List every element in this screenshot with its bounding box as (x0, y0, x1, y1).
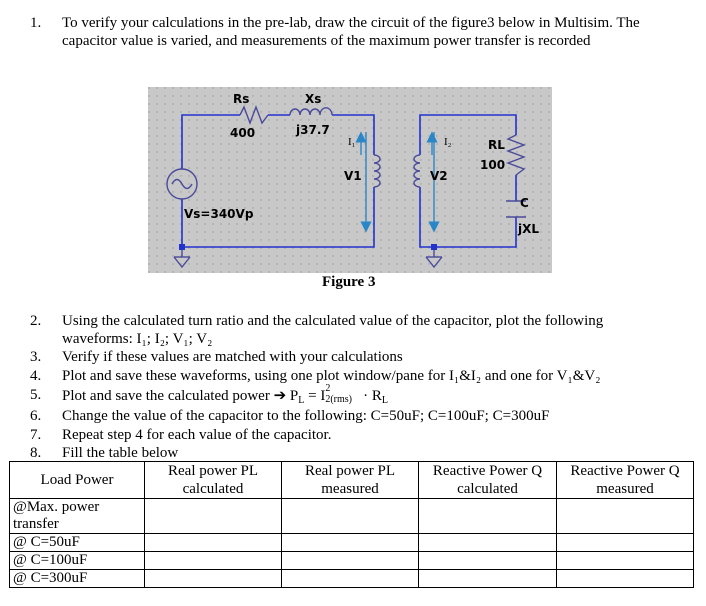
row-label-max-power: @Max. power transfer (10, 499, 145, 534)
step-text-line-2: capacitor value is varied, and measurements of the maximum power transfer is recorded (62, 33, 591, 49)
step-number: 2. (30, 313, 42, 329)
step-5-mid: = I (304, 388, 326, 404)
circuit-schematic (148, 87, 552, 273)
c-label: C (520, 196, 529, 210)
step-text: Verify if these values are matched with your calculations (62, 349, 403, 365)
header-real-pl-calculated: Real power PL calculated (145, 462, 282, 499)
header-real-pl-measured: Real power PL measured (282, 462, 419, 499)
table-cell[interactable] (145, 499, 282, 534)
table-cell[interactable] (145, 552, 282, 570)
table-row (10, 499, 694, 534)
v1-label: V1 (344, 169, 362, 183)
xs-label: Xs (305, 92, 322, 106)
table-cell[interactable] (557, 552, 694, 570)
figure-caption: Figure 3 (322, 274, 376, 290)
i-subscript: 2(rms) (325, 394, 352, 405)
step-number: 8. (30, 445, 42, 461)
rs-value: 400 (230, 126, 256, 140)
row-label-c50: @ C=50uF (10, 534, 145, 552)
step-number: 6. (30, 408, 42, 424)
header-load-power: Load Power (10, 462, 145, 499)
step-text: Change the value of the capacitor to the following: C=50uF; C=100uF; C=300uF (62, 408, 550, 424)
step-text-line-1: To verify your calculations in the pre-lab, draw the circuit of the figure3 below in Multisim. The (62, 15, 640, 31)
table-cell[interactable] (282, 534, 419, 552)
i1-label: I₁ (348, 136, 356, 148)
row-label-c300: @ C=300uF (10, 570, 145, 588)
table-cell[interactable] (282, 552, 419, 570)
table-cell[interactable] (419, 499, 557, 534)
table-cell[interactable] (145, 534, 282, 552)
step-number: 1. (30, 15, 42, 31)
table-cell[interactable] (145, 570, 282, 588)
circuit-figure (148, 87, 552, 273)
step-text: Repeat step 4 for each value of the capacitor. (62, 427, 332, 443)
table-row (10, 534, 694, 552)
step-text-line-1: Using the calculated turn ratio and the calculated value of the capacitor, plot the following (62, 313, 604, 329)
table-cell[interactable] (557, 570, 694, 588)
step-number: 4. (30, 368, 42, 384)
rl-value: 100 (480, 158, 506, 172)
pl-subscript: L (298, 395, 305, 406)
table-row (10, 552, 694, 570)
row-label-c100: @ C=100uF (10, 552, 145, 570)
i2-label: I₂ (444, 136, 452, 148)
rl-subscript: L (381, 395, 388, 406)
xs-value: j37.7 (296, 123, 330, 137)
results-table (9, 461, 694, 588)
table-cell[interactable] (419, 534, 557, 552)
table-cell[interactable] (557, 534, 694, 552)
header-reactive-q-measured: Reactive Power Q measured (557, 462, 694, 499)
header-reactive-q-calculated: Reactive Power Q calculated (419, 462, 557, 499)
step-text-line-2: waveforms: I₁; I₂; V₁; V₂ (62, 331, 213, 347)
table-cell[interactable] (282, 499, 419, 534)
step-number: 3. (30, 349, 42, 365)
step-text: Plot and save these waveforms, using one plot window/pane for I₁&I₂ and one for V₁&V₂ (62, 368, 601, 384)
rl-label: RL (488, 138, 505, 152)
c-value: jXL (518, 222, 540, 236)
i-superscript: 2 (325, 383, 331, 394)
vs-label: Vs=340Vp (184, 207, 254, 221)
step-5-suffix: · R (359, 388, 382, 404)
table-row (10, 570, 694, 588)
table-cell[interactable] (557, 499, 694, 534)
table-cell[interactable] (282, 570, 419, 588)
step-5-prefix: Plot and save the calculated power ➔ P (62, 388, 299, 404)
table-cell[interactable] (419, 552, 557, 570)
rs-label: Rs (233, 92, 250, 106)
v2-label: V2 (430, 169, 448, 183)
step-number: 7. (30, 427, 42, 443)
table-cell[interactable] (419, 570, 557, 588)
table-header-row (10, 462, 694, 499)
step-text: Fill the table below (62, 445, 179, 461)
step-number: 5. (30, 387, 42, 403)
